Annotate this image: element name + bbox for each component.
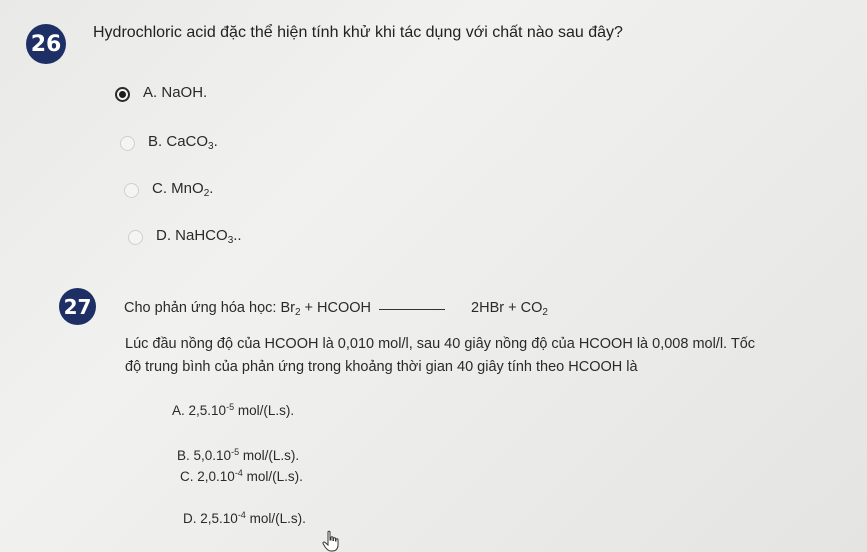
q26-option-a-radio[interactable] xyxy=(115,87,130,102)
q26-option-d-radio[interactable] xyxy=(128,230,143,245)
q26-option-c-label: C. xyxy=(152,180,167,197)
q26-option-d-post: .. xyxy=(233,227,242,244)
q26-option-d[interactable] xyxy=(156,227,242,246)
q27-option-c[interactable] xyxy=(180,468,303,484)
q27-reactant1-formula: Br xyxy=(280,300,295,316)
q27-option-a-unit: mol/(L.s). xyxy=(237,403,295,418)
q27-option-c-unit: mol/(L.s). xyxy=(246,469,303,484)
q27-option-b-exp: -5 xyxy=(231,447,240,457)
q27-option-c-exp: -4 xyxy=(234,468,243,478)
q27-option-d-label: D. xyxy=(183,511,197,526)
q27-reactant1 xyxy=(280,300,300,316)
q27-product2-sub: 2 xyxy=(542,307,548,318)
q26-option-b-label: B. xyxy=(148,133,163,150)
q27-plus1: + xyxy=(304,300,313,316)
q27-paragraph-line1: Lúc đầu nồng độ của HCOOH là 0,010 mol/l, sau 40 giây nồng độ của HCOOH là 0,008 mol/l. Tốc xyxy=(125,336,756,352)
q26-option-b[interactable] xyxy=(148,133,218,152)
q26-option-c-formula: MnO xyxy=(171,180,204,197)
question-27-number-badge xyxy=(59,288,96,325)
q26-option-c[interactable] xyxy=(152,180,213,199)
q26-option-d-label: D. xyxy=(156,227,171,244)
q26-option-b-sub: 3 xyxy=(208,141,214,152)
q26-option-a-label: A. xyxy=(143,84,158,101)
q26-option-b-formula: CaCO xyxy=(166,133,209,150)
q27-product1: 2HBr xyxy=(471,300,505,316)
q27-reactant1-sub: 2 xyxy=(294,307,301,318)
q27-option-c-label: C. xyxy=(180,469,194,484)
q26-option-d-formula: NaHCO xyxy=(175,227,228,244)
hand-pointer-icon xyxy=(321,530,343,552)
q27-reaction-line xyxy=(124,300,548,318)
q26-option-c-sub: 2 xyxy=(203,188,210,199)
q26-option-c-radio[interactable] xyxy=(124,183,139,198)
q27-option-d-exp: -4 xyxy=(237,510,246,520)
q26-option-a[interactable] xyxy=(143,84,207,101)
q26-option-c-post: . xyxy=(209,180,214,197)
q26-option-b-post: . xyxy=(213,133,218,150)
question-26-text: Hydrochloric acid đặc thể hiện tính khử khi tác dụng với chất nào sau đây? xyxy=(93,24,623,41)
q26-option-d-sub: 3 xyxy=(227,235,234,246)
q27-option-a[interactable] xyxy=(172,402,294,418)
q27-option-d[interactable] xyxy=(183,510,306,526)
q27-option-a-label: A. xyxy=(172,403,185,418)
q27-option-d-unit: mol/(L.s). xyxy=(249,511,306,526)
question-26-number: 26 xyxy=(30,31,62,57)
q27-option-d-base: 2,5.10 xyxy=(200,511,238,526)
q27-paragraph-line2: độ trung bình của phản ứng trong khoảng thời gian 40 giây tính theo HCOOH là xyxy=(125,359,638,375)
question-26-number-badge xyxy=(26,24,66,64)
q27-option-b-base: 5,0.10 xyxy=(193,448,232,463)
q26-option-b-radio[interactable] xyxy=(120,136,135,151)
q27-plus2: + xyxy=(508,300,517,316)
q27-option-a-exp: -5 xyxy=(226,402,235,412)
q27-intro: Cho phản ứng hóa học: xyxy=(124,300,277,316)
question-27-number: 27 xyxy=(63,294,92,319)
q27-product2 xyxy=(521,300,548,316)
q26-option-a-value: NaOH. xyxy=(161,84,208,101)
q27-option-b[interactable] xyxy=(177,447,299,463)
q27-reaction-arrow-blank xyxy=(379,309,445,310)
q27-option-a-base: 2,5.10 xyxy=(188,403,227,418)
q27-option-c-base: 2,0.10 xyxy=(197,469,235,484)
q27-product2-formula: CO xyxy=(520,300,543,316)
q27-option-b-unit: mol/(L.s). xyxy=(242,448,300,463)
q27-option-b-label: B. xyxy=(177,448,190,463)
q27-reactant2: HCOOH xyxy=(317,300,372,316)
